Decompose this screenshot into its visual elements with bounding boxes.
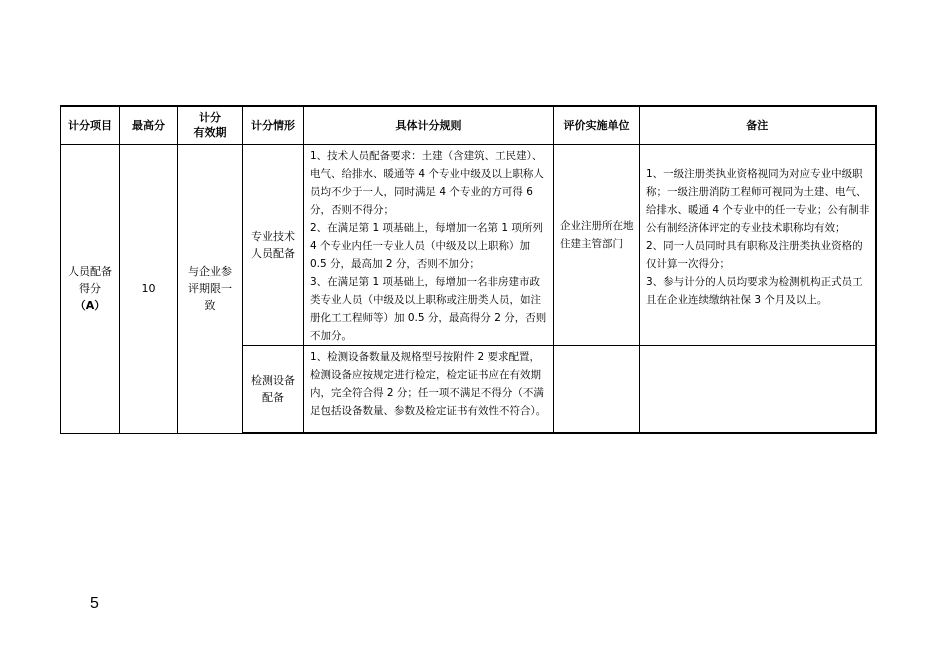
rules-cell [304,345,554,433]
scoring-item-code: （A） [74,299,106,312]
rule-paragraph: 1、检测设备数量及规格型号按附件 2 要求配置，检测设备应按规定进行检定，检定证书应在有效期内，完全符合得 2 分；任一项不满足不得分（不满足包括设备数量、参数及检定证书有效性不符合）。 [310,350,547,417]
rule-paragraph: 1、技术人员配备要求：土建（含建筑、工民建）、电气、给排水、暖通等 4 个专业中级及以上职称人员均不少于一人，同时满足 4 个专业的方可得 6 分，否则不得分； [310,149,544,216]
header-validity-line2: 有效期 [193,126,227,140]
note-paragraph: 2、同一人员同时具有职称及注册类执业资格的仅计算一次得分； [646,239,863,270]
validity-cell [178,144,243,433]
validity-value: 与企业参评期限一致 [188,265,232,312]
note-paragraph: 1、一级注册类执业资格视同为对应专业中级职称；一级注册消防工程师可视同为土建、电气、给排水、暖通 4 个专业中的任一专业；公有制非公有制经济体评定的专业技术职称均有效； [646,167,870,234]
rule-paragraph: 2、在满足第 1 项基础上，每增加一名第 1 项所列 4 个专业内任一专业人员（中级及以上职称）加 0.5 分，最高加 2 分，否则不加分； [310,221,543,270]
rule-paragraph: 3、在满足第 1 项基础上，每增加一名非房建市政类专业人员（中级及以上职称或注册类人员，如注册化工工程师等）加 0.5 分，最高得分 2 分，否则不加分。 [310,275,547,342]
scoring-item-name-line2: 得分 [79,282,101,295]
evaluation-unit-cell [554,144,640,345]
header-situation: 计分情形 [243,106,304,144]
scoring-item-cell [61,144,120,433]
evaluation-unit-cell [554,345,640,433]
header-validity [178,106,243,144]
max-score-cell [120,144,178,433]
header-evaluation-unit: 评价实施单位 [554,106,640,144]
notes-cell [640,144,876,345]
rules-cell [304,144,554,345]
situation-cell [243,144,304,345]
table-row [61,144,876,345]
header-scoring-item: 计分项目 [61,106,120,144]
note-paragraph: 3、参与计分的人员均要求为检测机构正式员工且在企业连续缴纳社保 3 个月及以上。 [646,275,863,306]
situation-label: 专业技术人员配备 [251,229,295,260]
evaluation-unit-value: 企业注册所在地住建主管部门 [560,219,634,250]
table-header-row [61,106,876,144]
scoring-table [60,105,877,434]
situation-label: 检测设备配备 [251,373,295,404]
max-score-value: 10 [141,282,156,295]
notes-cell [640,345,876,433]
header-notes: 备注 [640,106,876,144]
header-validity-line1: 计分 [199,111,221,125]
page-number: 5 [90,595,99,612]
situation-cell [243,345,304,433]
scoring-item-name-line1: 人员配备 [68,265,112,278]
header-rules: 具体计分规则 [304,106,554,144]
header-max-score: 最高分 [120,106,178,144]
